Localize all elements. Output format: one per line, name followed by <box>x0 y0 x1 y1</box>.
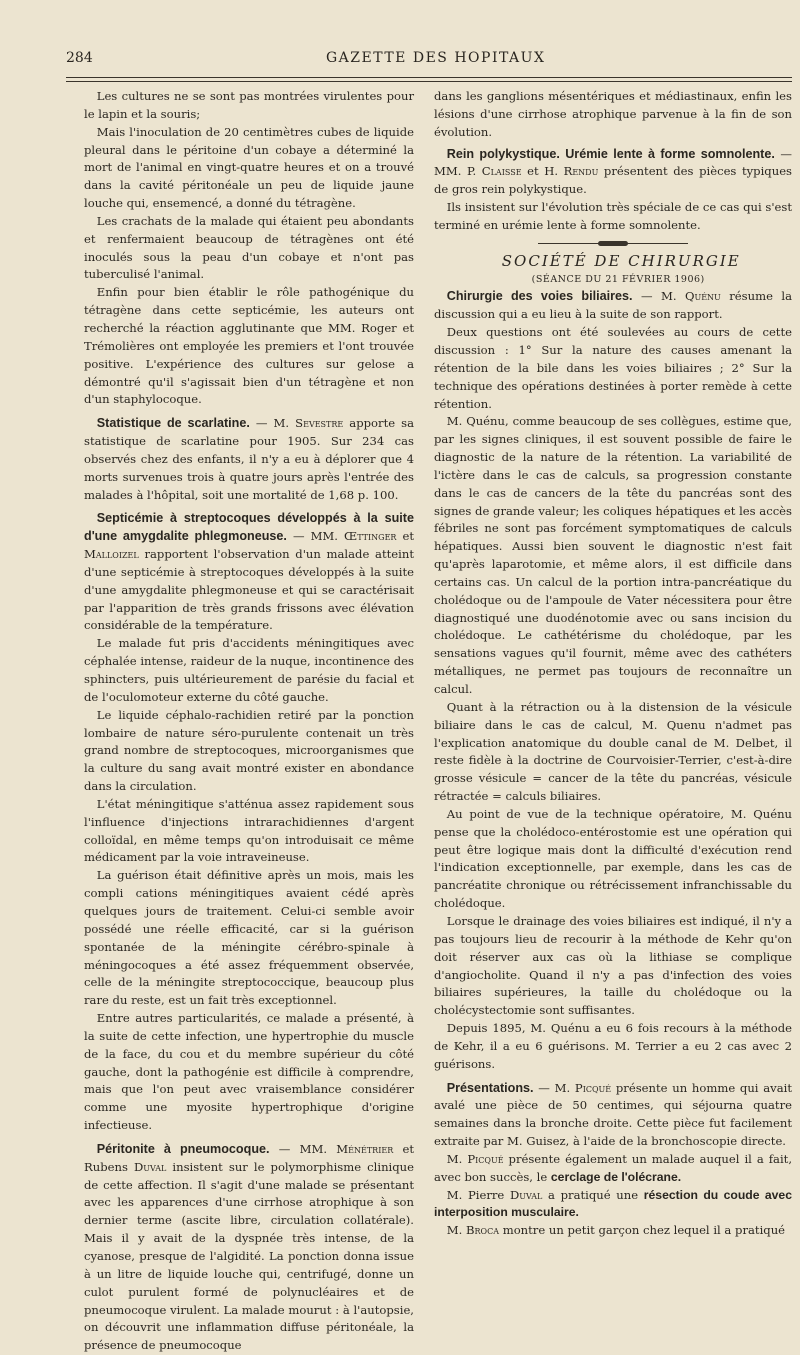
paragraph: Le liquide céphalo-rachidien retiré par la ponction lombaire de nature séro-purulente contenait un très grand nombre de streptocoques, microorganismes que la culture du sang avait montré exister en abondance dans la circulation. <box>84 707 414 794</box>
text-run: et H. <box>521 164 564 179</box>
paragraph: Ils insistent sur l'évolution très spéciale de ce cas qui s'est terminé en urémie lente à forme somnolente. <box>434 200 792 232</box>
paragraph: La guérison était définitive après un mois, mais les compli cations méningitiques avaient cédé après quelques jours de traitement. Celui-ci semble avoir possédé une réelle efficacité, car si la guérison spontanée de la méningite cérébro-spinale à méningocoques a été assez fréquemment observée, celle de la méningite streptococcique, beaucoup plus rare du reste, est un fait très exceptionnel. <box>84 868 414 1008</box>
left-column <box>84 88 414 1355</box>
paragraph: Le malade fut pris d'accidents méningitiques avec céphalée intense, raideur de la nuque, incontinence des sphincters, puis ultérieurement de parésie du facial et de l'oculomoteur externe du côté gauche. <box>84 636 414 704</box>
author-name: Broca <box>466 1223 500 1238</box>
section-date: (SÉANCE DU 21 FÉVRIER 1906) <box>531 273 705 285</box>
paragraph: Quant à la rétraction ou à la distension de la vésicule biliaire dans le cas de calcul, M. Quenu n'admet pas l'explication anatomique du double canal de M. Delbet, il reste fidèle à la doctrine de Courvoisier-Terrier, c'est-à-dire grosse vésicule = cancer de la tête du pancréas, vésicule rétractée = calculs biliaires. <box>434 699 792 804</box>
paragraph-duval <box>434 1187 792 1223</box>
author-name: Rendu <box>563 164 599 179</box>
paragraph: L'état méningitique s'atténua assez rapidement sous l'influence d'injections intrarachidiennes d'argent colloïdal, en même temps qu'on introduisait ce même médicament par la voie intraveineuse. <box>84 796 414 865</box>
text-run: M. Pierre <box>446 1187 510 1202</box>
text-run: présentent des pièces typiques de gros rein polykystique. <box>434 164 793 197</box>
paragraph: Lorsque le drainage des voies biliaires est indiqué, il n'y a pas toujours lieu de recourir à la méthode de Kehr qu'on doit réserver aux cas où la lithiase se complique d'angiocholite. Quand il n'y a pas d'infection des voies biliaires supérieures, la taille du cholédoque ou la cholécystectomie sont suffisantes. <box>434 913 792 1018</box>
procedure-name: cerclage de l'olécrane. <box>550 1169 682 1184</box>
text-run: résume la discussion qui a eu lieu à la suite de son rapport. <box>434 289 792 322</box>
paragraph: Mais l'inoculation de 20 centimètres cubes de liquide pleural dans le péritoine d'un cobaye a déterminé la mort de l'animal en vingt-quatre heures et on a trouvé dans la cavité péritonéale un peu de liquide jaune louche qui, ensemencé, a donné du tétragène. <box>84 124 414 211</box>
paragraph-picque <box>434 1151 792 1187</box>
text-run: montre un petit garçon chez lequel il a pratiqué <box>499 1223 786 1238</box>
text-run: a pratiqué une <box>542 1187 644 1202</box>
procedure-name: résection du coude avec interposition musculaire. <box>434 1187 792 1220</box>
paragraph: Les crachats de la malade qui étaient peu abondants et renfermaient beaucoup de tétragènes ont été inoculés sous la peau d'un cobaye et n'ont pas tuberculisé l'animal. <box>84 213 414 282</box>
section-divider <box>538 241 688 247</box>
article-heading: Présentations. <box>446 1080 534 1095</box>
paragraph: Enfin pour bien établir le rôle pathogénique du tétragène dans cette septicémie, les auteurs ont recherché la réaction agglutinante que MM. Roger et Trémolières ont employée les premiers et l'ont trouvée positive. L'expérience des cultures sur gelose a démontré qu'il s'agissait bien d'un tétragène et non d'un staphylocoque. <box>84 285 414 407</box>
text-run: — MM. <box>286 529 345 544</box>
article-heading: Péritonite à pneumocoque. <box>96 1141 270 1156</box>
article-biliaires <box>434 288 792 324</box>
text-run: M. <box>446 1223 466 1238</box>
text-run: — MM. <box>269 1141 337 1156</box>
paragraph: Les cultures ne se sont pas montrées virulentes pour le lapin et la souris; <box>84 89 414 121</box>
article-presentations <box>434 1080 792 1151</box>
text-run: M. <box>446 1151 468 1166</box>
text-run: apporte sa statistique de scarlatine pour 1905. Sur 234 cas observés chez des enfants, il n'y a eu à déplorer que 4 morts survenues trois à quatre jours après l'entrée des malades à l'hôpital, soit une mortalité de 1,68 p. 100. <box>84 416 414 502</box>
paragraph: Entre autres particularités, ce malade a présenté, à la suite de cette infection, une hypertrophie du muscle de la face, du cou et du membre supérieur du côté gauche, dont la pathogénie est difficile à comprendre, mais que l'on peut avec vraisemblance considérer comme une myosite hypertrophique d'origine infectieuse. <box>84 1011 414 1133</box>
author-name: Ménétrier <box>336 1141 394 1156</box>
author-name: Picqué <box>574 1080 612 1095</box>
header-rule-secondary <box>66 81 792 82</box>
author-name: Picqué <box>467 1151 504 1166</box>
article-heading: Statistique de scarlatine. <box>96 416 250 431</box>
paragraph: Deux questions ont été soulevées au cours de cette discussion : 1° Sur la nature des causes amenant la rétention de la bile dans les voies biliaires ; 2° Sur la technique des opérations destinées à porter remède à cette rétention. <box>434 325 792 411</box>
text-run: rapportent l'observation d'un malade atteint d'une septicémie à streptocoques développés à la suite d'une amygdalite phlegmoneuse et qui se caractérisait par l'apparition de très grands frissons avec élévation considérable de la température. <box>84 547 414 633</box>
paragraph: M. Quénu, comme beaucoup de ses collègues, estime que, par les signes cliniques, il est souvent possible de faire le diagnostic de la nature de la rétention. La variabilité de l'ictère dans le cas de calculs, sa progression constante dans le cas de cancers de la tête du pancréas sont des signes de grande valeur; les coliques hépatiques et les accès fébriles ne sont pas forcément symptomatiques de calculs hépatiques. Aussi bien souvent le diagnostic n'est fait qu'après laparotomie, et même alors, il est difficile dans certains cas. Un calcul de la portion intra-pancréatique du cholédoque ou de l'ampoule de Vater nécessitera pour être diagnostiqué une duodénotomie avec ou sans incision du cholédoque. Le cathétérisme du cholédoque, par les sensations vagues qu'il fournit, même avec des cathéters métalliques, ne permet pas toujours de reconnaître un calcul. <box>434 414 792 696</box>
author-name: Quénu <box>684 289 721 304</box>
right-column <box>434 88 792 1240</box>
article-scarlatine <box>84 415 414 504</box>
page-header <box>66 50 792 72</box>
paragraph-broca <box>434 1222 792 1240</box>
paragraph: dans les ganglions mésentériques et médiastinaux, enfin les lésions d'une cirrhose atrophique parvenue à la fin de son évolution. <box>434 89 792 139</box>
text-run: insistent sur le polymorphisme clinique de cette affection. Il s'agit d'une malade se présentant avec les apparences d'une cirrhose atrophique à son dernier terme (ascite libre, circulation collatérale). Mais il y avait de la dyspnée très intense, de la cyanose, presque de l'algidité. La ponction donna issue à un litre de liquide louche qui, centrifugé, donne un culot purulent formé de polynucléaires et de pneumocoque virulent. La malade mourut : à l'autopsie, on découvrit une inflammation diffuse péritonéale, la présence de pneumocoque <box>84 1159 414 1353</box>
article-heading: Septicémie à streptocoques développés à la suite d'une amygdalite phlegmoneuse. <box>84 511 414 544</box>
text-run: — MM. P. <box>434 146 793 179</box>
text-run: et <box>396 529 414 544</box>
author-name: Duval <box>133 1159 167 1174</box>
page-number: 284 <box>66 50 93 66</box>
text-run: et Rubens <box>84 1141 414 1174</box>
author-name: Malloizel <box>84 547 139 562</box>
header-rule <box>66 77 792 78</box>
text-run: — M. <box>533 1080 575 1095</box>
author-name: Duval <box>509 1187 543 1202</box>
author-name: Œttinger <box>344 529 397 544</box>
text-run: présente un homme qui avait avalé une pièce de 50 centimes, qui séjourna quatre semaines dans la bronche droite. Cette pièce fut facilement extraite par M. Guisez, à l'aide de la bronchoscopie directe. <box>434 1080 792 1149</box>
article-septicemie <box>84 510 414 635</box>
running-title: GAZETTE DES HOPITAUX <box>326 50 546 66</box>
text-run: — M. <box>632 289 685 304</box>
article-heading: Chirurgie des voies biliaires. <box>446 289 633 304</box>
text-run: — M. <box>249 416 296 431</box>
author-name: Claisse <box>481 164 522 179</box>
article-peritonite <box>84 1141 414 1355</box>
article-rein <box>434 146 792 200</box>
section-title: SOCIÉTÉ DE CHIRURGIE <box>501 251 741 270</box>
paragraph: Au point de vue de la technique opératoire, M. Quénu pense que la cholédoco-entérostomie est une opération qui peut être logique mais dont la difficulté d'exécution rend l'indication exceptionnelle, par exemple, dans les cas de pancréatite chronique ou rétrécissement infranchissable du cholédoque. <box>434 806 792 911</box>
text-run: présente également un malade auquel il a fait, avec bon succès, le <box>434 1151 793 1184</box>
article-heading: Rein polykystique. Urémie lente à forme somnolente. <box>446 146 775 161</box>
paragraph: Depuis 1895, M. Quénu a eu 6 fois recours à la méthode de Kehr, il a eu 6 guérisons. M. Terrier a eu 2 cas avec 2 guérisons. <box>434 1021 792 1071</box>
author-name: Sevestre <box>295 416 344 431</box>
